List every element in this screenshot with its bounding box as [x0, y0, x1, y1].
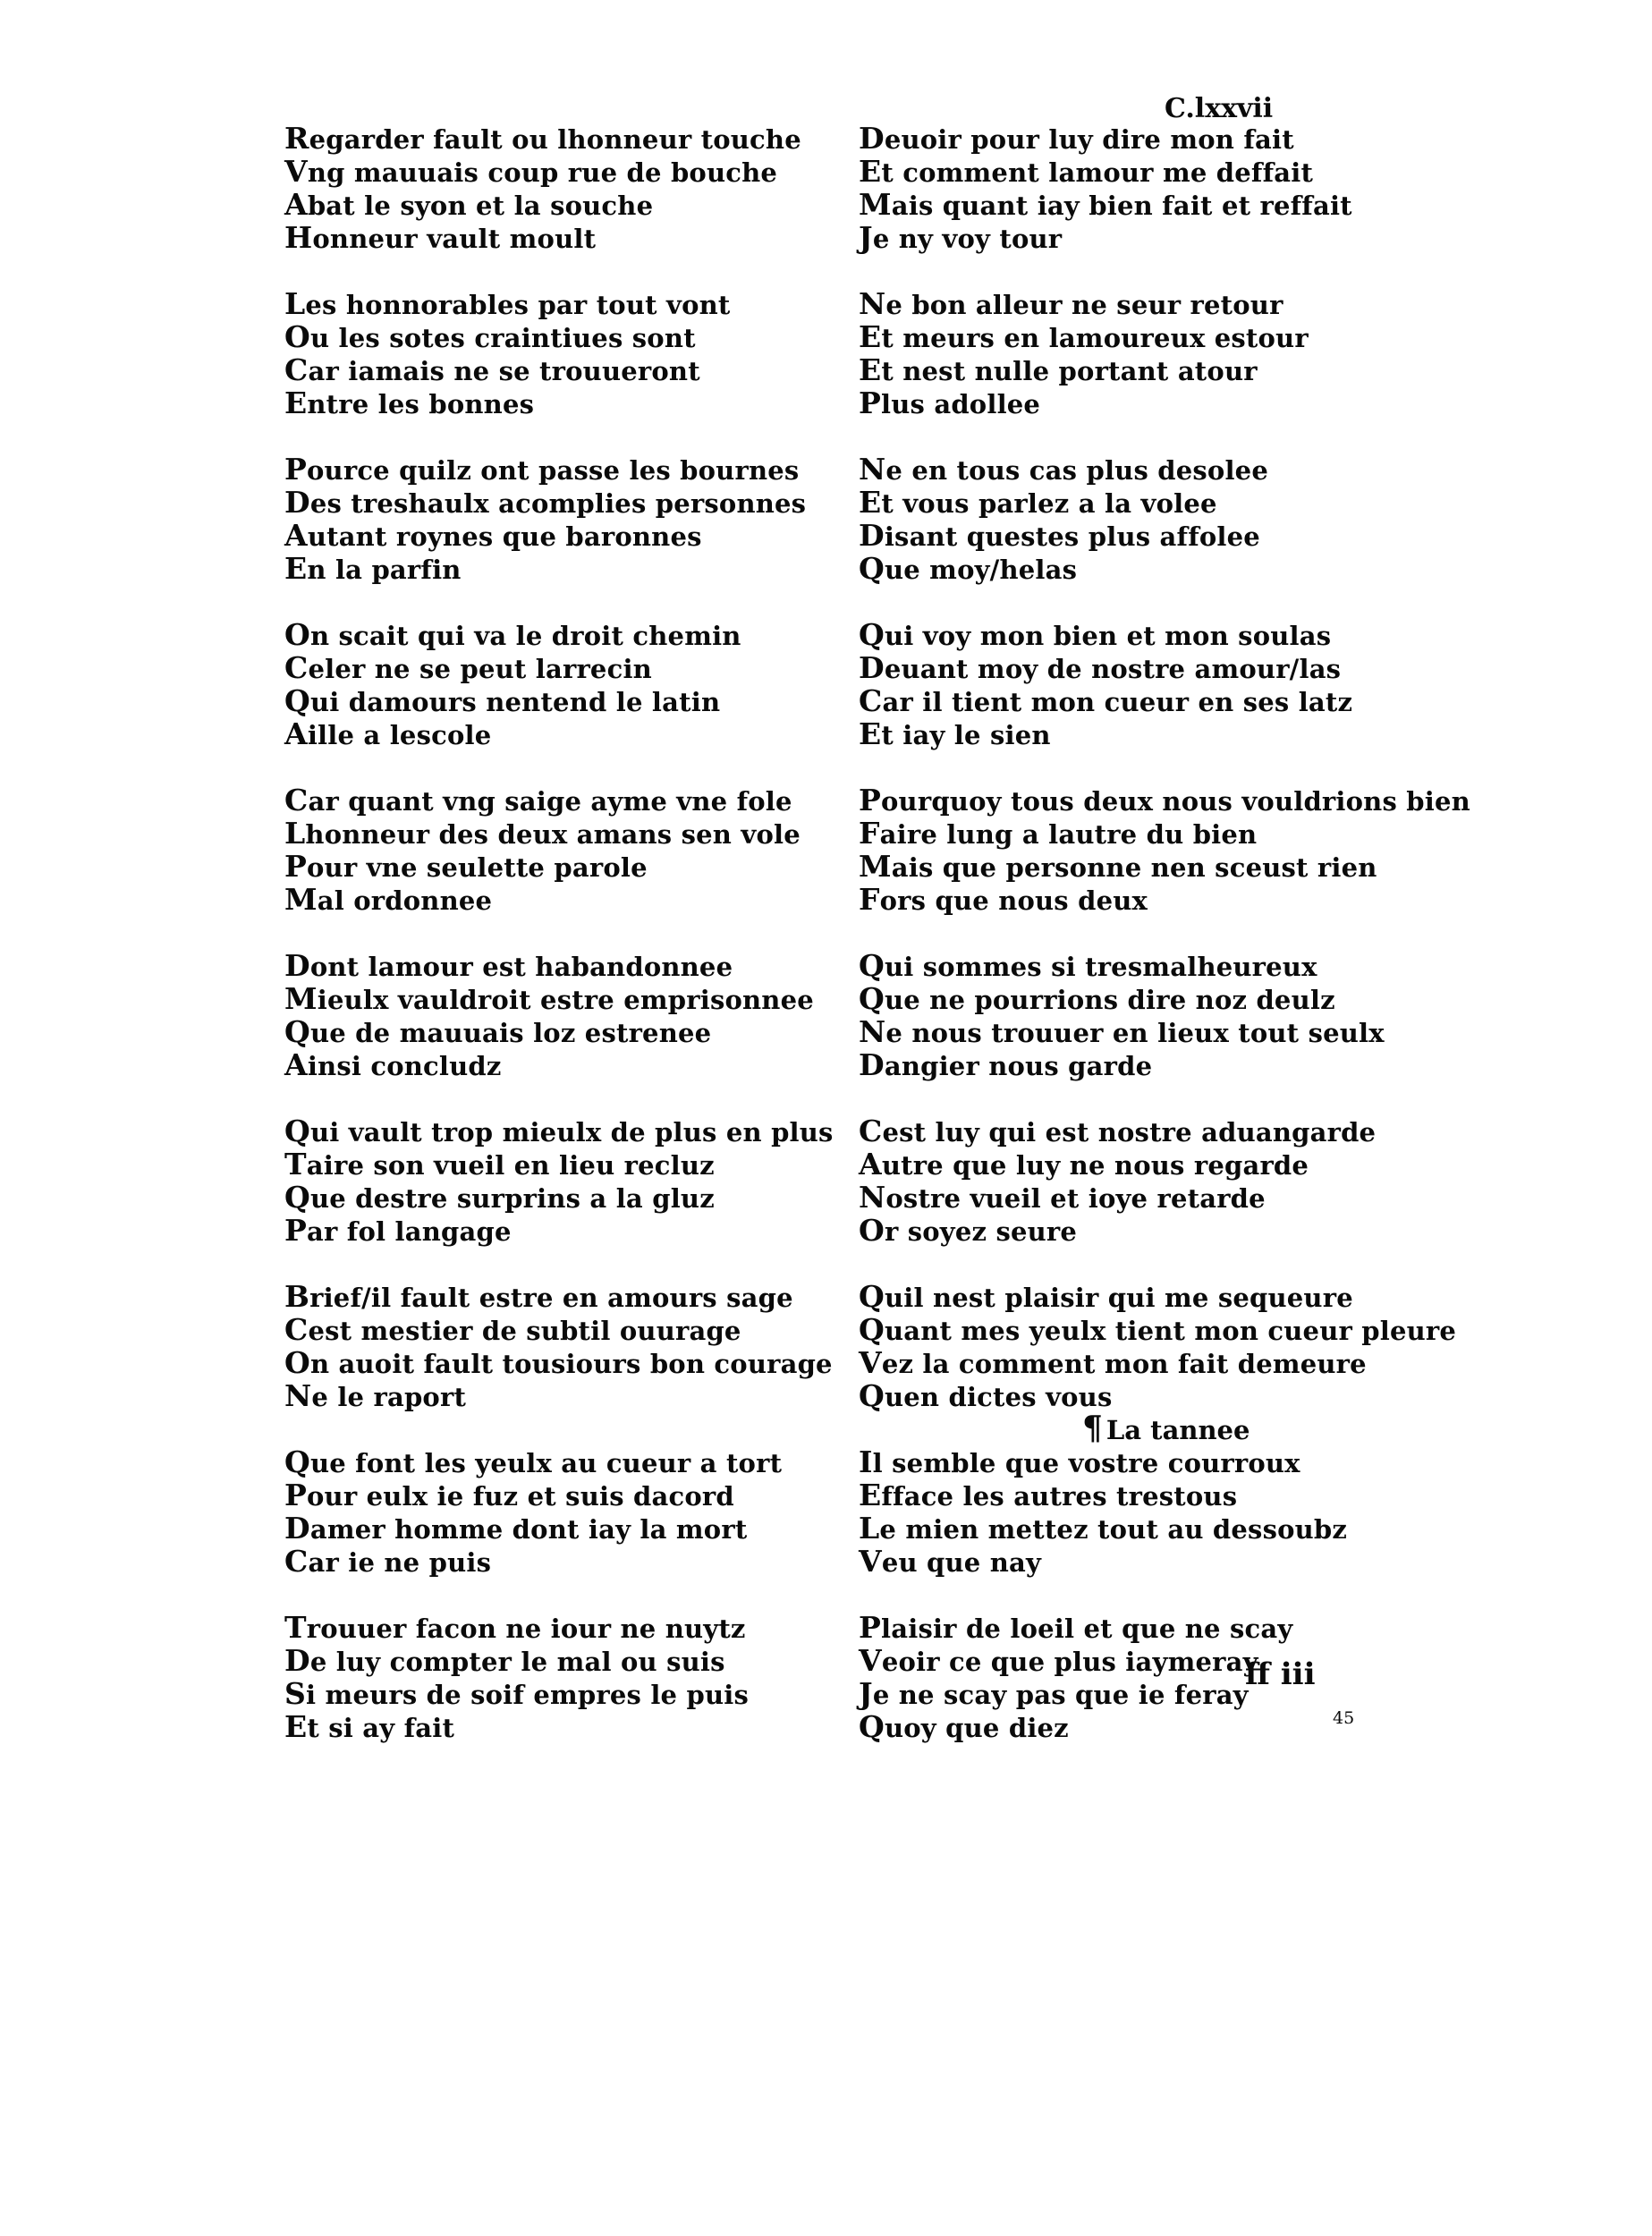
verse-line: Mais que personne nen sceust rien — [859, 849, 1377, 884]
verse-line: Mais quant iay bien fait et reffait — [859, 187, 1352, 222]
verse-line: Qui voy mon bien et mon soulas — [859, 617, 1332, 652]
signature-mark: ff iii — [1245, 1656, 1316, 1692]
verse-line: Quant mes yeulx tient mon cueur pleure — [859, 1312, 1457, 1347]
stanza — [284, 1446, 911, 1579]
verse-line: Ne bon alleur ne seur retour — [859, 286, 1283, 321]
folio-header: C.lxxvii — [1165, 93, 1274, 124]
verse-line: Plus adollee — [859, 385, 1041, 420]
verse-line: Ne le raport — [284, 1378, 467, 1413]
verse-line: Lhonneur des deux amans sen vole — [284, 816, 801, 851]
verse-line: Autant roynes que baronnes — [284, 518, 702, 553]
stanza — [859, 1115, 1485, 1248]
verse-line: Car iamais ne se trouueront — [284, 352, 700, 387]
verse-line: Quil nest plaisir qui me sequeure — [859, 1279, 1353, 1314]
verse-line: Car quant vng saige ayme vne fole — [284, 783, 792, 817]
verse-line: En la parfin — [284, 551, 462, 586]
stanza — [284, 1115, 911, 1248]
verse-line: Deuant moy de nostre amour/las — [859, 650, 1342, 685]
verse-line: Veoir ce que plus iaymeray — [859, 1643, 1258, 1678]
verse-line: Autre que luy ne nous regarde — [859, 1147, 1309, 1182]
verse-line: Dangier nous garde — [859, 1047, 1153, 1082]
verse-line: Fors que nous deux — [859, 882, 1148, 917]
verse-line: Aille a lescole — [284, 716, 492, 751]
verse-line: Car ie ne puis — [284, 1544, 492, 1579]
verse-line: Efface les autres trestous — [859, 1478, 1238, 1512]
verse-line: Et meurs en lamoureux estour — [859, 319, 1309, 354]
verse-line: Pourquoy tous deux nous vouldrions bien — [859, 783, 1470, 817]
verse-line: Damer homme dont iay la mort — [284, 1511, 748, 1546]
verse-line: Nostre vueil et ioye retarde — [859, 1180, 1266, 1215]
pilcrow-mark: ¶ — [1082, 1410, 1103, 1447]
verse-line: Cest mestier de subtil ouurage — [284, 1312, 741, 1347]
verse-line: Que ne pourrions dire noz deulz — [859, 981, 1335, 1016]
verse-line: Ne nous trouuer en lieux tout seulx — [859, 1014, 1385, 1049]
stanza — [859, 1446, 1485, 1579]
stanza — [859, 784, 1485, 917]
verse-line: De luy compter le mal ou suis — [284, 1643, 725, 1678]
verse-line: Cest luy qui est nostre aduangarde — [859, 1114, 1377, 1148]
verse-line: Plaisir de loeil et que ne scay — [859, 1610, 1293, 1645]
verse-line: Que de mauuais loz estrenee — [284, 1014, 712, 1049]
verse-line: Ne en tous cas plus desolee — [859, 452, 1268, 487]
stanza — [284, 1612, 911, 1744]
verse-line: Taire son vueil en lieu recluz — [284, 1147, 715, 1182]
verse-line: Qui damours nentend le latin — [284, 683, 721, 718]
verse-line: Que moy/helas — [859, 551, 1078, 586]
stanza — [284, 784, 911, 917]
verse-line: Si meurs de soif empres le puis — [284, 1676, 749, 1711]
verse-line: Pour vne seulette parole — [284, 849, 648, 884]
verse-line: Regarder fault ou lhonneur touche — [284, 121, 801, 156]
verse-line: Quoy que diez — [859, 1709, 1069, 1744]
stanza — [284, 950, 911, 1082]
verse-line: Honneur vault moult — [284, 220, 597, 255]
verse-line: Veu que nay — [859, 1544, 1042, 1579]
verse-line: Et vous parlez a la volee — [859, 485, 1217, 520]
verse-line: Faire lung a lautre du bien — [859, 816, 1258, 851]
stanza — [859, 1281, 1485, 1413]
verse-line: Que destre surprins a la gluz — [284, 1180, 715, 1215]
verse-line: Car il tient mon cueur en ses latz — [859, 683, 1353, 718]
stanza — [859, 288, 1485, 420]
stanza — [284, 1281, 911, 1413]
left-column — [284, 123, 911, 1777]
verse-line: Entre les bonnes — [284, 385, 535, 420]
stanza — [859, 453, 1485, 586]
verse-line: Dont lamour est habandonnee — [284, 948, 733, 983]
stanza — [859, 1612, 1485, 1744]
verse-line: Ainsi concludz — [284, 1047, 502, 1082]
verse-line: Mal ordonnee — [284, 882, 493, 917]
verse-line: Les honnorables par tout vont — [284, 286, 731, 321]
verse-line: Pour eulx ie fuz et suis dacord — [284, 1478, 734, 1512]
verse-line: Qui sommes si tresmalheureux — [859, 948, 1317, 983]
verse-line: Quen dictes vous — [859, 1378, 1113, 1413]
verse-line: Je ny voy tour — [859, 220, 1063, 255]
verse-line: Et si ay fait — [284, 1709, 455, 1744]
verse-line: Deuoir pour luy dire mon fait — [859, 121, 1294, 156]
speaker-name: La tannee — [1106, 1415, 1250, 1445]
verse-line: Vez la comment mon fait demeure — [859, 1345, 1367, 1380]
verse-line: Pource quilz ont passe les bournes — [284, 452, 800, 487]
stanza — [859, 950, 1485, 1082]
verse-line: Et iay le sien — [859, 716, 1051, 751]
speaker-rubric — [859, 1410, 1485, 1447]
verse-line: Trouuer facon ne iour ne nuytz — [284, 1610, 746, 1645]
verse-line: Je ne scay pas que ie feray — [859, 1676, 1249, 1711]
verse-line: Des treshaulx acomplies personnes — [284, 485, 807, 520]
verse-line: Que font les yeulx au cueur a tort — [284, 1444, 783, 1479]
verse-line: On auoit fault tousiours bon courage — [284, 1345, 833, 1380]
verse-line: Ou les sotes craintiues sont — [284, 319, 696, 354]
stanza — [284, 453, 911, 586]
verse-line: Par fol langage — [284, 1213, 512, 1248]
verse-line: Vng mauuais coup rue de bouche — [284, 154, 778, 189]
verse-line: Mieulx vauldroit estre emprisonnee — [284, 981, 814, 1016]
verse-line: Celer ne se peut larrecin — [284, 650, 652, 685]
verse-line: Et nest nulle portant atour — [859, 352, 1258, 387]
right-column — [859, 123, 1485, 1777]
verse-line: Il semble que vostre courroux — [859, 1444, 1300, 1479]
page-number: 45 — [1333, 1708, 1355, 1728]
stanza — [284, 619, 911, 751]
verse-line: Or soyez seure — [859, 1213, 1078, 1248]
stanza — [284, 123, 911, 255]
verse-line: Et comment lamour me deffait — [859, 154, 1314, 189]
verse-line: Disant questes plus affolee — [859, 518, 1260, 553]
stanza — [284, 288, 911, 420]
verse-line: Qui vault trop mieulx de plus en plus — [284, 1114, 834, 1148]
verse-line: Abat le syon et la souche — [284, 187, 654, 222]
stanza — [859, 123, 1485, 255]
verse-line: On scait qui va le droit chemin — [284, 617, 741, 652]
verse-line: Le mien mettez tout au dessoubz — [859, 1511, 1348, 1546]
verse-line: Brief/il fault estre en amours sage — [284, 1279, 793, 1314]
stanza — [859, 619, 1485, 751]
